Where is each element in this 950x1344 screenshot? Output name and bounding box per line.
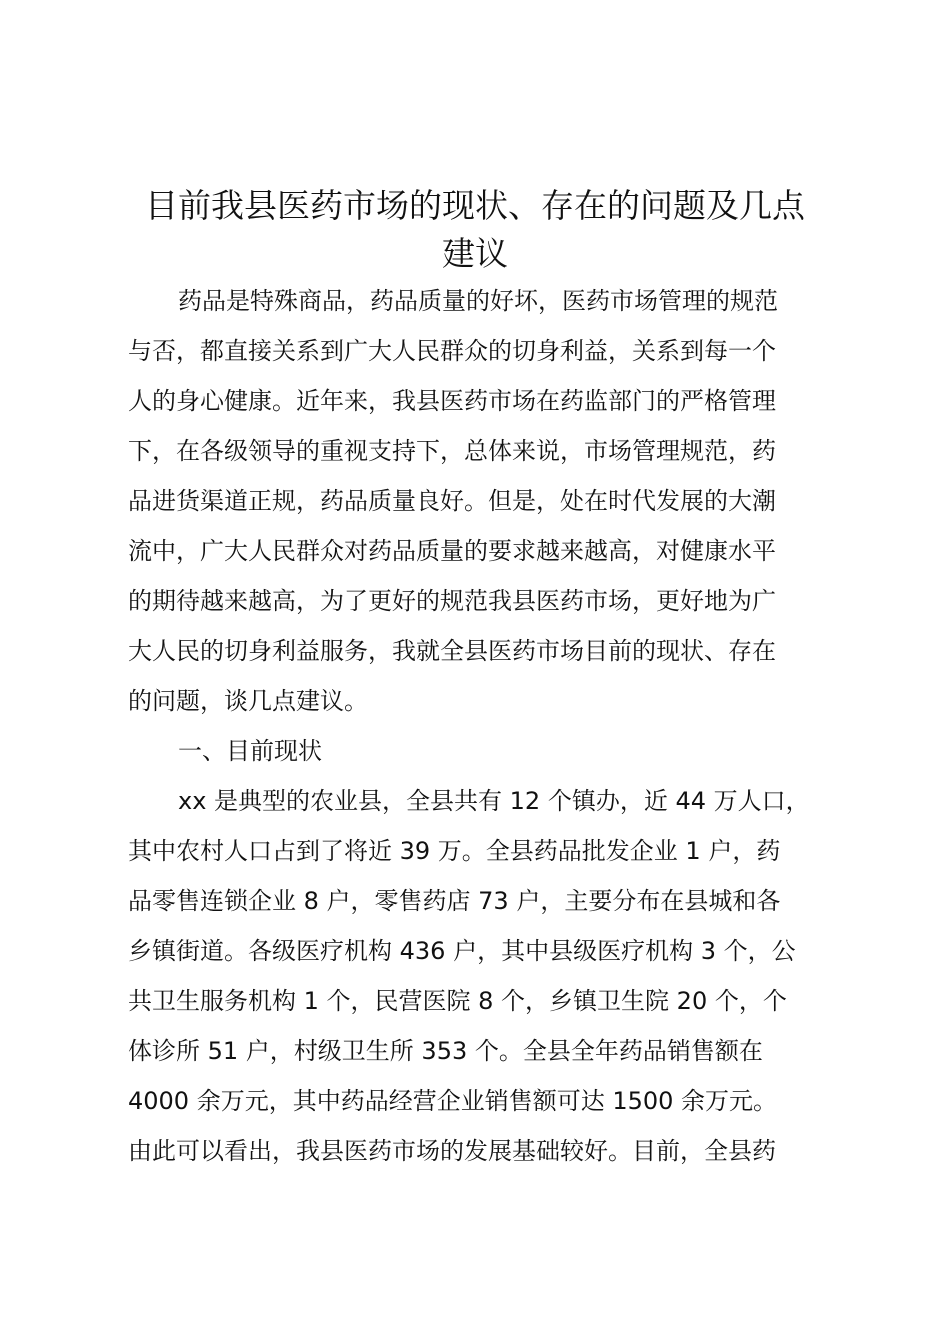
paragraph-line: 品进货渠道正规，药品质量良好。但是，处在时代发展的大潮 <box>128 487 776 515</box>
paragraph-line: 其中农村人口占到了将近 39 万。全县药品批发企业 1 户，药 <box>128 837 781 865</box>
paragraph-line: 的问题，谈几点建议。 <box>128 687 368 715</box>
paragraph-line: 与否，都直接关系到广大人民群众的切身利益，关系到每一个 <box>128 337 776 365</box>
paragraph-line: 的期待越来越高，为了更好的规范我县医药市场，更好地为广 <box>128 587 776 615</box>
paragraph-line: 乡镇街道。各级医疗机构 436 户，其中县级医疗机构 3 个，公 <box>128 937 796 965</box>
paragraph-line: xx 是典型的农业县，全县共有 12 个镇办，近 44 万人口， <box>178 787 810 815</box>
paragraph-line: 体诊所 51 户，村级卫生所 353 个。全县全年药品销售额在 <box>128 1037 763 1065</box>
paragraph-line: 品零售连锁企业 8 户，零售药店 73 户，主要分布在县城和各 <box>128 887 781 915</box>
section-heading: 一、目前现状 <box>178 737 322 765</box>
paragraph-line: 4000 余万元，其中药品经营企业销售额可达 1500 余万元。 <box>128 1087 778 1115</box>
paragraph-line: 药品是特殊商品，药品质量的好坏，医药市场管理的规范 <box>178 287 778 315</box>
paragraph-line: 由此可以看出，我县医药市场的发展基础较好。目前，全县药 <box>128 1137 776 1165</box>
paragraph-line: 下，在各级领导的重视支持下，总体来说，市场管理规范，药 <box>128 437 776 465</box>
document-title-line-1: 目前我县医药市场的现状、存在的问题及几点 <box>145 186 805 225</box>
paragraph-line: 共卫生服务机构 1 个，民营医院 8 个，乡镇卫生院 20 个，个 <box>128 987 787 1015</box>
paragraph-line: 大人民的切身利益服务，我就全县医药市场目前的现状、存在 <box>128 637 776 665</box>
paragraph-line: 流中，广大人民群众对药品质量的要求越来越高，对健康水平 <box>128 537 776 565</box>
document-title-line-2: 建议 <box>442 234 508 273</box>
paragraph-line: 人的身心健康。近年来，我县医药市场在药监部门的严格管理 <box>128 387 776 415</box>
